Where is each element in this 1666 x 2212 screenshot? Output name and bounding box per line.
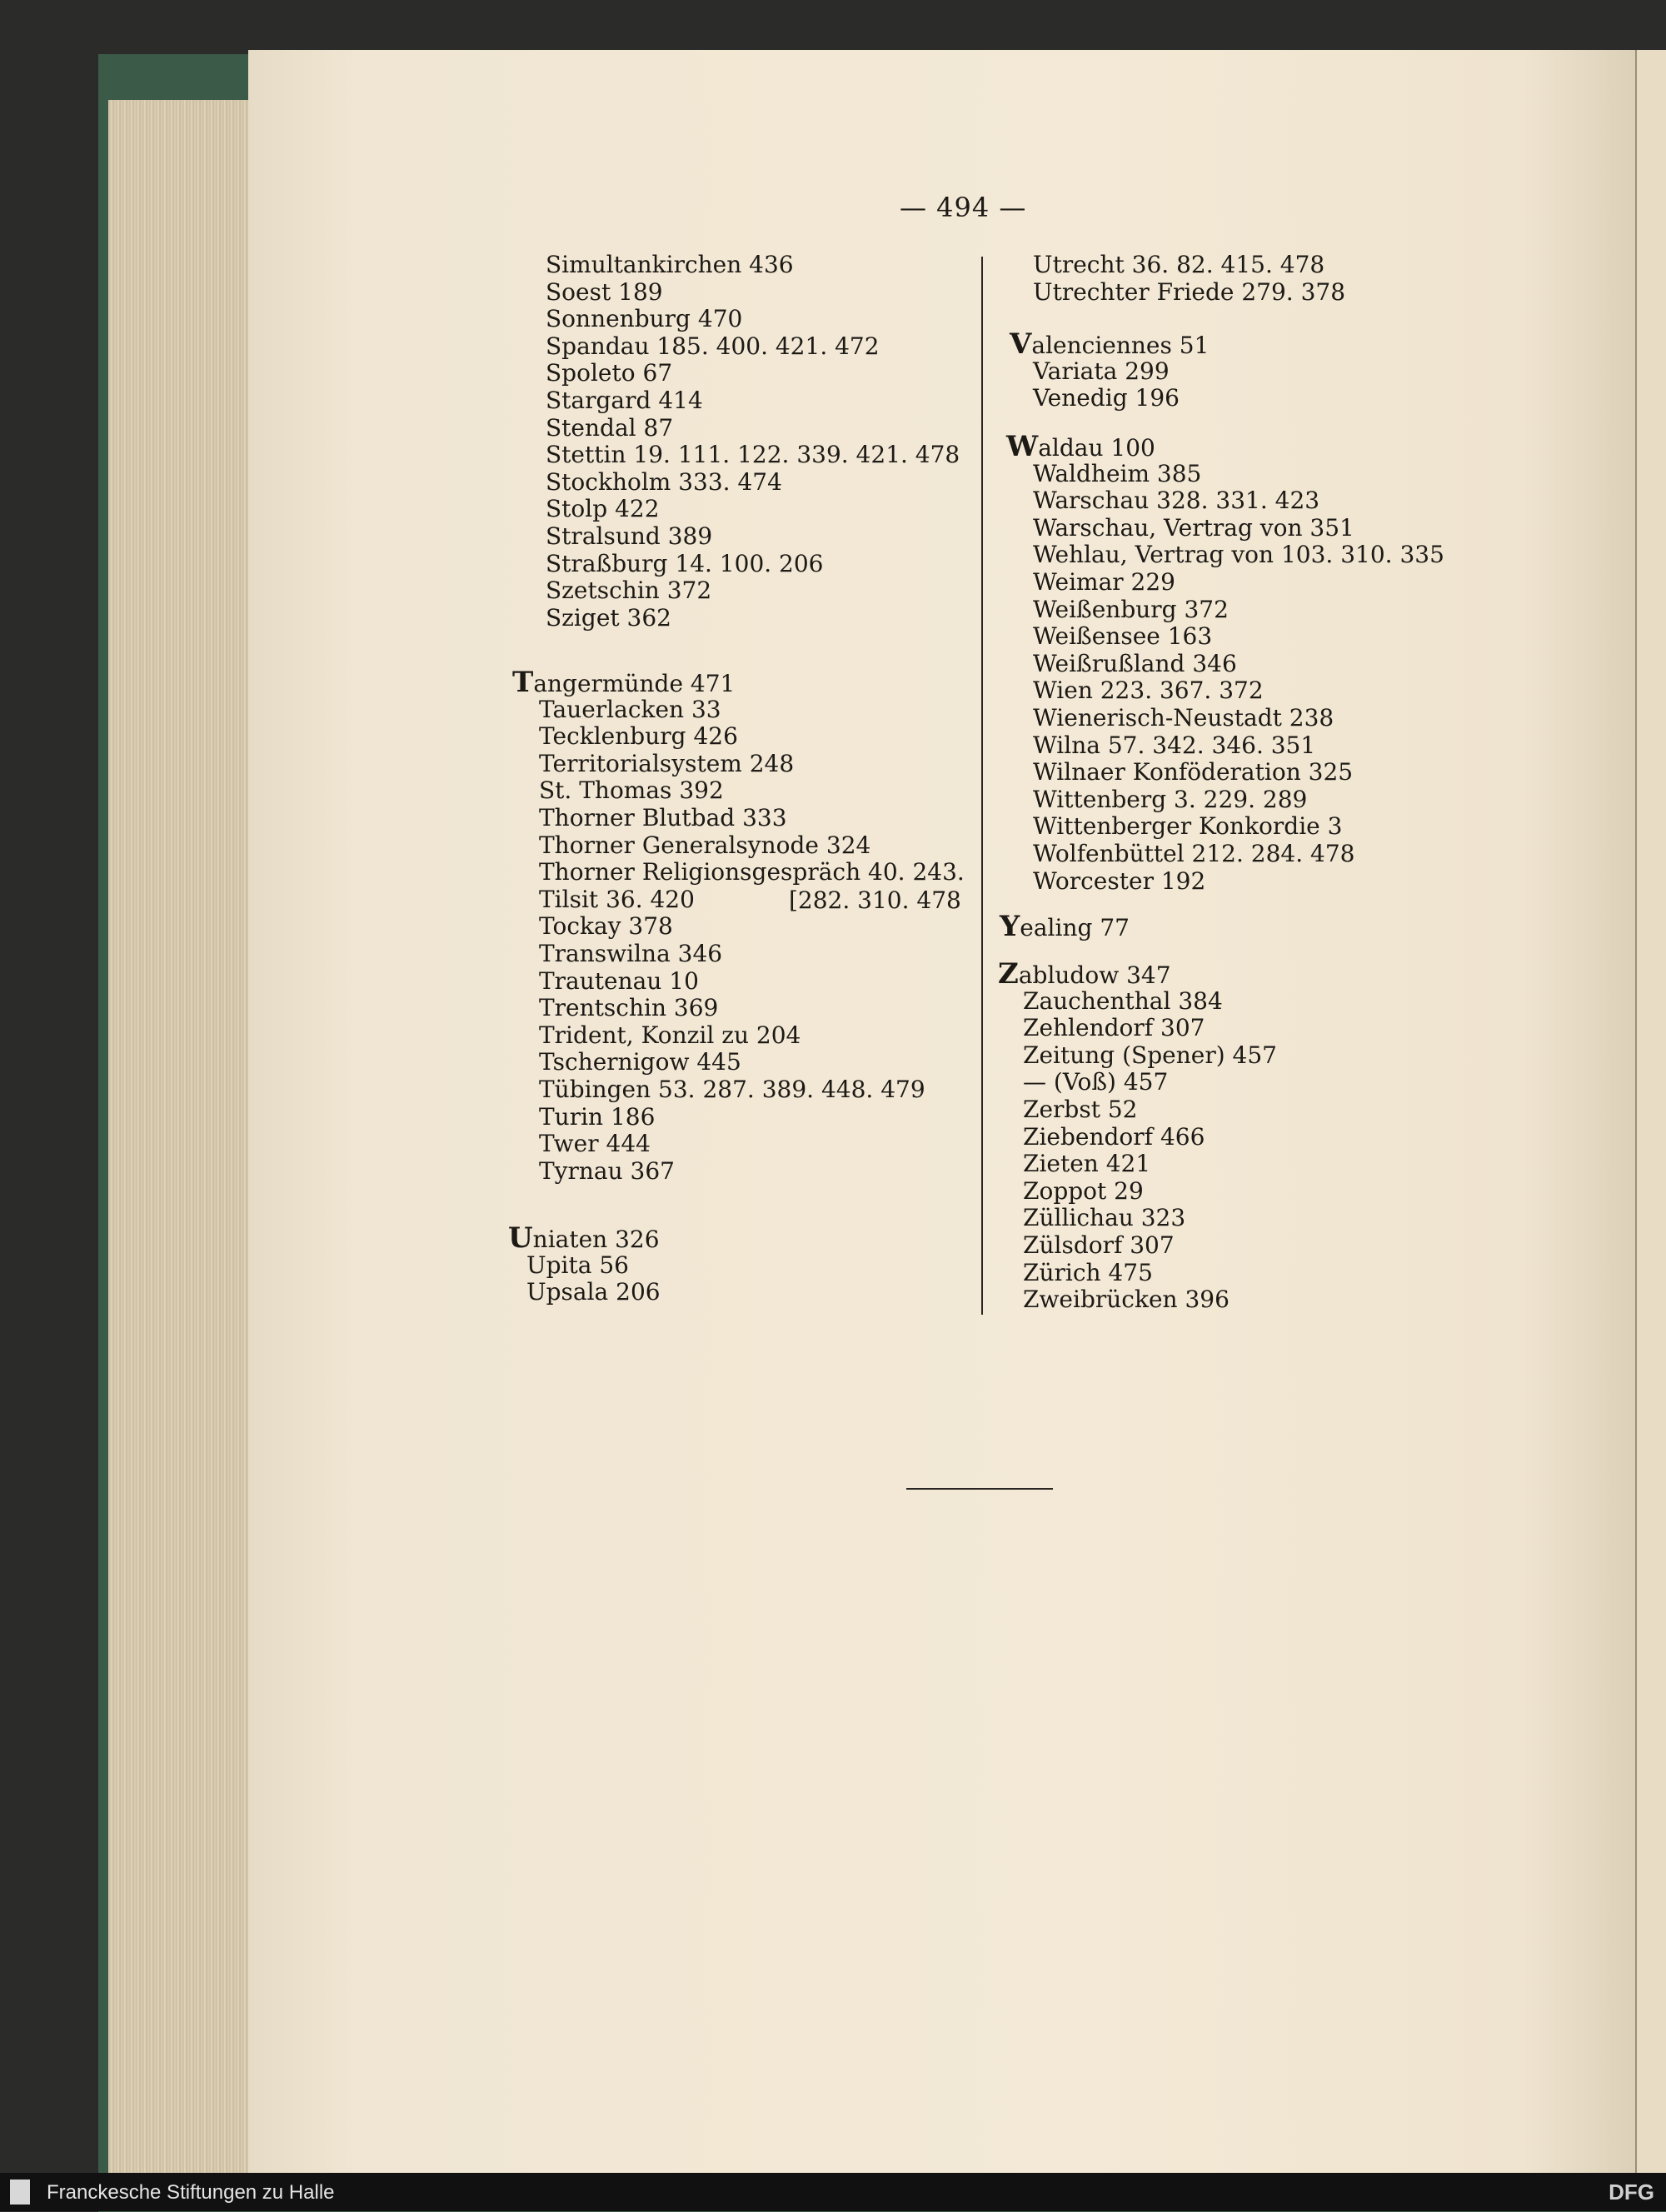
index-entry: Zweibrücken 396 <box>1023 1286 1230 1314</box>
section-heading-text: abludow 347 <box>1018 961 1171 989</box>
section-initial: Y <box>1000 910 1020 943</box>
section-y <box>1000 910 1130 943</box>
facing-page-edge <box>1635 50 1666 2183</box>
index-entry: Thorner Religionsgespräch 40. 243. <box>539 858 965 886</box>
index-entry: Soest 189 <box>546 277 663 306</box>
index-entry: Simultankirchen 436 <box>546 251 794 278</box>
right-column-top <box>1033 252 1345 306</box>
index-entry: Weißenburg 372 <box>1033 595 1229 623</box>
section-heading-text: ealing 77 <box>1020 914 1130 941</box>
index-entry: Wolfenbüttel 212. 284. 478 <box>1033 839 1355 867</box>
index-entry: — (Voß) 457 <box>1023 1068 1169 1096</box>
section-initial: U <box>508 1221 533 1255</box>
section-heading-text: alenciennes 51 <box>1031 332 1210 359</box>
index-entry: Zerbst 52 <box>1023 1095 1138 1123</box>
index-entry: Stralsund 389 <box>546 522 713 550</box>
index-entry: Zieten 421 <box>1023 1150 1151 1178</box>
index-entry: Stargard 414 <box>546 386 703 414</box>
index-entry: Trentschin 369 <box>539 994 719 1022</box>
index-entry: Utrechter Friede 279. 378 <box>1033 277 1346 306</box>
index-entry: Trautenau 10 <box>539 966 699 995</box>
page-number: — 494 — <box>900 192 1027 223</box>
index-entry: Transwilna 346 <box>539 939 723 967</box>
index-entry: Tecklenburg 426 <box>539 722 738 751</box>
index-entry: Waldheim 385 <box>1033 459 1202 487</box>
index-entry: Szetschin 372 <box>546 577 712 605</box>
institution-logo-icon <box>10 2180 30 2205</box>
index-entry: Zehlendorf 307 <box>1023 1014 1205 1042</box>
section-v <box>1010 327 1210 412</box>
index-entry: Wehlau, Vertrag von 103. 310. 335 <box>1033 541 1444 569</box>
index-entry: Turin 186 <box>539 1102 656 1131</box>
index-entry: Upsala 206 <box>526 1278 661 1306</box>
index-entry: Zauchenthal 384 <box>1023 986 1223 1015</box>
continuation-note: [282. 310. 478 <box>789 886 961 914</box>
index-entry: Zürich 475 <box>1023 1258 1153 1286</box>
section-initial: Z <box>998 957 1019 991</box>
index-entry: Wien 223. 367. 372 <box>1033 677 1264 705</box>
index-entry: Zülsdorf 307 <box>1023 1231 1175 1259</box>
section-heading-text: niaten 326 <box>532 1226 660 1253</box>
viewer-footer <box>0 2173 1666 2211</box>
index-entry: Ziebendorf 466 <box>1023 1122 1205 1151</box>
section-heading <box>1010 327 1210 361</box>
section-initial: V <box>1010 327 1032 361</box>
index-entry: Upita 56 <box>526 1251 629 1279</box>
index-entry: Thorner Blutbad 333 <box>539 803 787 831</box>
section-heading <box>998 957 1277 991</box>
institution-name: Franckesche Stiftungen zu Halle <box>47 2181 335 2204</box>
section-t <box>512 666 965 1185</box>
index-entry: Tyrnau 367 <box>539 1156 675 1185</box>
index-entry: Venedig 196 <box>1033 384 1180 412</box>
index-entry: Warschau 328. 331. 423 <box>1033 487 1320 515</box>
index-entry: Territorialsystem 248 <box>539 749 795 777</box>
index-entry: Stendal 87 <box>546 413 674 442</box>
index-entry: Weimar 229 <box>1033 567 1175 596</box>
index-entry: Straßburg 14. 100. 206 <box>546 549 824 577</box>
index-entry: Wittenberg 3. 229. 289 <box>1033 785 1308 813</box>
section-initial: T <box>512 666 534 699</box>
column-divider <box>981 257 983 1315</box>
index-entry: Tübingen 53. 287. 389. 448. 479 <box>539 1075 925 1103</box>
index-entry: Sziget 362 <box>546 603 671 632</box>
index-entry: Zeitung (Spener) 457 <box>1023 1041 1277 1069</box>
index-entry: Tauerlacken 33 <box>539 695 721 723</box>
index-entry: Weißensee 163 <box>1033 622 1213 651</box>
section-u <box>508 1221 661 1306</box>
index-entry: Weißrußland 346 <box>1033 649 1237 677</box>
index-entry: Stettin 19. 111. 122. 339. 421. 478 <box>546 441 960 469</box>
index-entry: Stockholm 333. 474 <box>546 467 782 496</box>
section-initial: W <box>1006 430 1039 463</box>
dfg-logo: DFG <box>1609 2180 1654 2205</box>
index-entry: Wittenberger Konkordie 3 <box>1033 812 1343 841</box>
section-z <box>998 957 1277 1314</box>
section-heading <box>512 666 965 699</box>
index-entry: Wilnaer Konföderation 325 <box>1033 758 1354 786</box>
index-entry: Variata 299 <box>1033 357 1170 385</box>
index-entry: Thorner Generalsynode 324 <box>539 831 871 859</box>
index-entry: Warschau, Vertrag von 351 <box>1033 513 1354 542</box>
index-entry: Worcester 192 <box>1033 866 1206 895</box>
index-entry: Trident, Konzil zu 204 <box>539 1021 801 1049</box>
index-entry: Spoleto 67 <box>546 359 673 387</box>
index-entry: Wienerisch-Neustadt 238 <box>1033 703 1334 732</box>
index-entry: Tockay 378 <box>539 912 673 941</box>
section-heading-text: angermünde 471 <box>533 670 736 697</box>
index-entry: Spandau 185. 400. 421. 472 <box>546 332 880 360</box>
index-entry: Zoppot 29 <box>1023 1176 1144 1205</box>
index-entry: Tilsit 36. 420 <box>539 885 695 913</box>
index-entry: Utrecht 36. 82. 415. 478 <box>1033 251 1325 278</box>
left-column <box>546 252 960 632</box>
section-heading <box>508 1221 661 1255</box>
index-entry: Tschernigow 445 <box>539 1048 741 1076</box>
section-heading-text: aldau 100 <box>1038 434 1155 462</box>
section-w <box>1006 430 1444 895</box>
section-heading <box>1006 430 1444 463</box>
index-entry: St. Thomas 392 <box>539 776 724 805</box>
end-rule <box>906 1488 1053 1490</box>
index-entry: Züllichau 323 <box>1023 1204 1186 1232</box>
index-entry: Stolp 422 <box>546 495 660 523</box>
index-entry: Sonnenburg 470 <box>546 305 743 333</box>
index-entry: Twer 444 <box>539 1130 651 1158</box>
index-entry: Wilna 57. 342. 346. 351 <box>1033 731 1316 759</box>
page-block-edges <box>108 100 250 2191</box>
section-heading <box>1000 910 1130 943</box>
